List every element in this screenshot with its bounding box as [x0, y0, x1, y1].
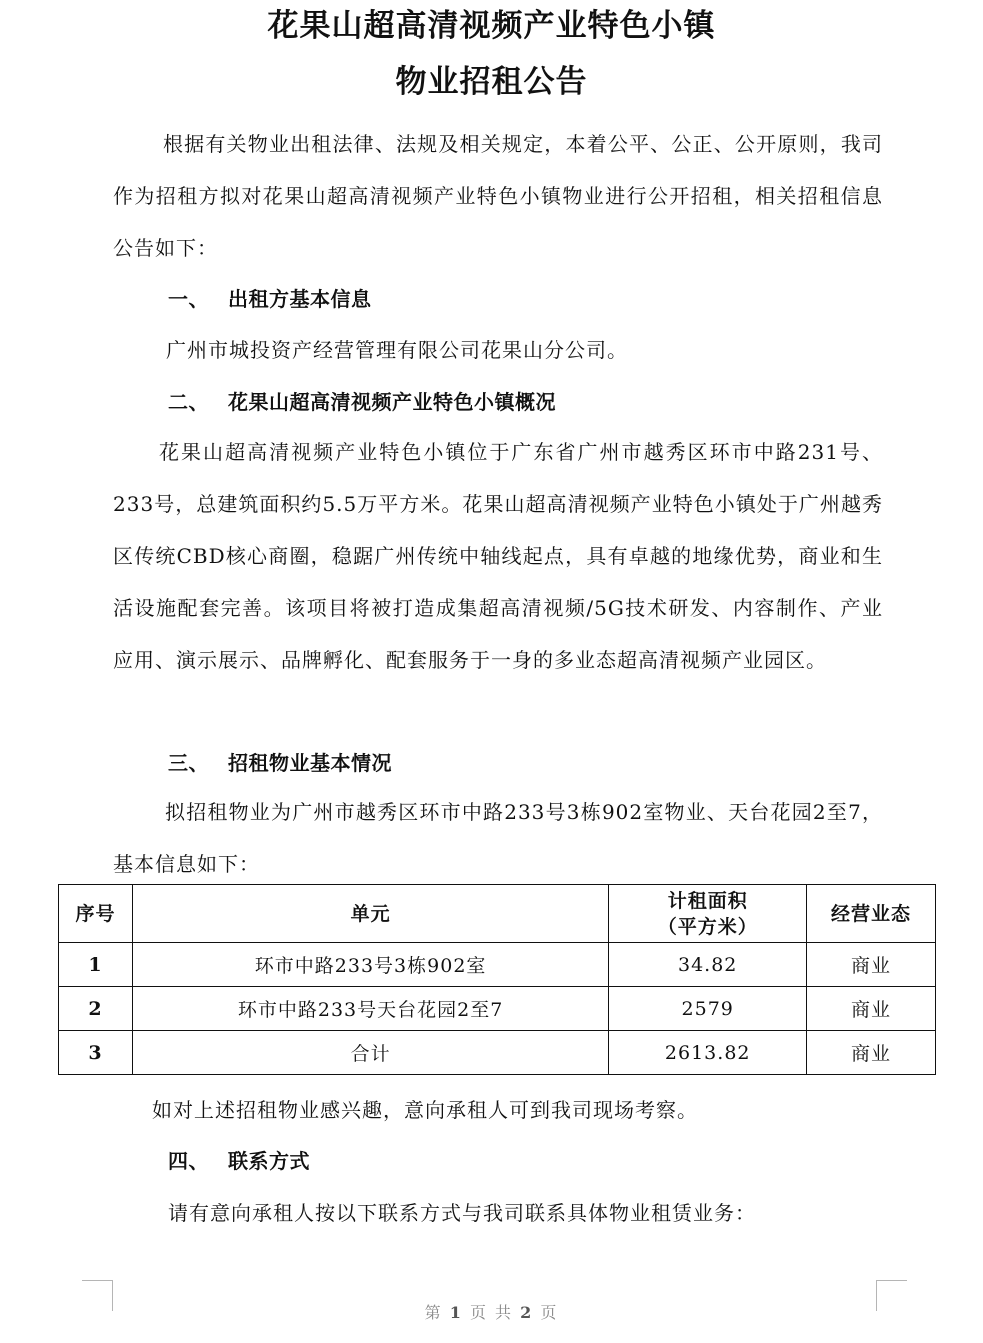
intro-paragraph: 根据有关物业出租法律、法规及相关规定，本着公平、公正、公开原则，我司作为招租方拟对花果山超高清视频产业特色小镇物业进行公开招租，相关招租信息公告如下： — [113, 132, 883, 260]
section-4-title: 联系方式 — [228, 1149, 310, 1173]
footer-total-pages: 2 — [520, 1303, 534, 1322]
section-2-title: 花果山超高清视频产业特色小镇概况 — [228, 390, 556, 414]
cell-area: 2613.82 — [609, 1031, 807, 1075]
table-header-row — [59, 885, 936, 943]
table-row — [59, 943, 936, 987]
section-2-heading — [168, 388, 556, 416]
section-3-body: 拟招租物业为广州市越秀区环市中路233号3栋902室物业、天台花园2至7，基本信息如下： — [113, 800, 883, 876]
header-unit: 单元 — [132, 885, 608, 943]
section-4-body: 请有意向承租人按以下联系方式与我司联系具体物业租赁业务： — [168, 1201, 756, 1225]
cell-index: 2 — [59, 987, 133, 1031]
section-1-number: 一、 — [168, 287, 209, 311]
section-2-number: 二、 — [168, 390, 209, 414]
footer-page-number: 1 — [449, 1303, 463, 1322]
cell-unit: 合计 — [132, 1031, 608, 1075]
cell-index: 3 — [59, 1031, 133, 1075]
header-index: 序号 — [59, 885, 133, 943]
footer-middle: 页 共 — [469, 1303, 514, 1322]
cell-area: 2579 — [609, 987, 807, 1031]
header-use: 经营业态 — [807, 885, 936, 943]
after-table-note: 如对上述招租物业感兴趣，意向承租人可到我司现场考察。 — [152, 1098, 698, 1122]
property-table — [58, 884, 936, 1075]
header-area — [609, 885, 807, 943]
section-2-body: 花果山超高清视频产业特色小镇位于广东省广州市越秀区环市中路231号、233号，总建筑面积约5.5万平方米。花果山超高清视频产业特色小镇处于广州越秀区传统CBD核心商圈，稳踞广州传统中轴线起点，具有卓越的地缘优势，商业和生活设施配套完善。该项目将被打造成集超高清视频/5G技术研发、内容制作、产业应用、演示展示、品牌孵化、配套服务于一身的多业态超高清视频产业园区。 — [113, 440, 883, 672]
section-1-heading — [168, 285, 372, 313]
page-footer — [0, 1300, 983, 1323]
cell-use: 商业 — [807, 1031, 936, 1075]
section-3-heading — [168, 749, 392, 777]
cell-area: 34.82 — [609, 943, 807, 987]
document-title: 花果山超高清视频产业特色小镇 — [267, 8, 716, 44]
table-row — [59, 987, 936, 1031]
table-row — [59, 1031, 936, 1075]
cell-unit: 环市中路233号3栋902室 — [132, 943, 608, 987]
section-1-body: 广州市城投资产经营管理有限公司花果山分公司。 — [166, 338, 628, 362]
header-area-line1: 计租面积 — [667, 889, 748, 912]
document-subtitle: 物业招租公告 — [395, 64, 588, 100]
section-4-heading — [168, 1147, 310, 1175]
section-4-number: 四、 — [168, 1149, 209, 1173]
section-1-title: 出租方基本信息 — [228, 287, 372, 311]
cell-index: 1 — [59, 943, 133, 987]
footer-prefix: 第 — [424, 1303, 443, 1322]
cell-use: 商业 — [807, 987, 936, 1031]
cell-use: 商业 — [807, 943, 936, 987]
cell-unit: 环市中路233号天台花园2至7 — [132, 987, 608, 1031]
section-3-title: 招租物业基本情况 — [228, 751, 392, 775]
header-area-line2: （平方米） — [657, 915, 758, 938]
footer-suffix: 页 — [540, 1303, 559, 1322]
section-3-number: 三、 — [168, 751, 209, 775]
